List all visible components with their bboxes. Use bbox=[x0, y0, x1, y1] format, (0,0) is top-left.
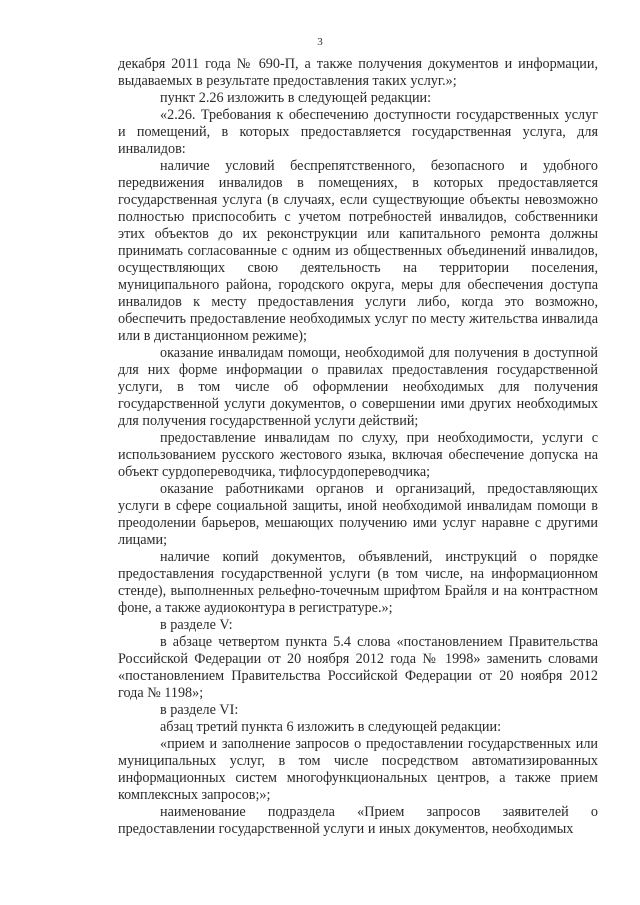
paragraph-2-26-title: «2.26. Требования к обеспечению доступности государственных услуг и помещений, в которых предоставляется государственная услуга, для инвалидов: bbox=[118, 107, 598, 157]
page-number: 3 bbox=[317, 36, 323, 48]
paragraph-unobstructed-movement: наличие условий беспрепятственного, безопасного и удобного передвижения инвалидов в помещениях, в которых предоставляется государственная услуга (в случаях, если существующие объекты невозможно полностью приспособить с учетом потребностей инвалидов, собственники этих объектов до их реконструкции или капитального ремонта должны принимать согласованные с одним из общественных объединений инвалидов, осуществляющих свою деятельность на территории поселения, муниципального района, городского округа, меры для обеспечения доступа инвалидов к месту предоставления услуги либо, когда это возможно, обеспечить предоставление необходимых услуг по месту жительства инвалида или в дистанционном режиме); bbox=[118, 158, 598, 344]
paragraph-requests-reception: «прием и заполнение запросов о предоставлении государственных или муниципальных услуг, в том числе посредством автоматизированных информационных систем многофункциональных центров, а также прием комплексных запросов;»; bbox=[118, 736, 598, 803]
paragraph-clause-5-4: в абзаце четвертом пункта 5.4 слова «постановлением Правительства Российской Федерации от 20 ноября 2012 года № 1998» заменить словами «постановлением Правительства Российской Федерации от 20 ноября 2012 года № 1198»; bbox=[118, 634, 598, 701]
paragraph-section-vi: в разделе VI: bbox=[160, 702, 239, 718]
paragraph-assistance-information: оказание инвалидам помощи, необходимой для получения в доступной для них форме информации о правилах предоставления государственной услуги, в том числе об оформлении необходимых для получения государственной услуги документов, о совершении ими других необходимых для получения государственной услуги действий; bbox=[118, 345, 598, 429]
paragraph-clause-6-instruction: абзац третий пункта 6 изложить в следующей редакции: bbox=[160, 719, 502, 735]
paragraph-sign-language: предоставление инвалидам по слуху, при необходимости, услуги с использованием русского жестового языка, включая обеспечение допуска на объект сурдопереводчика, тифлосурдопереводчика; bbox=[118, 430, 598, 480]
paragraph-subsection-name: наименование подраздела «Прием запросов заявителей о предоставлении государственной услуги и иных документов, необходимых bbox=[118, 804, 598, 837]
paragraph-continuation: декабря 2011 года № 690-П, а также получения документов и информации, выдаваемых в результате предоставления таких услуг.»; bbox=[118, 56, 598, 89]
paragraph-staff-assistance: оказание работниками органов и организаций, предоставляющих услуги в сфере социальной защиты, иной необходимой инвалидам помощи в преодолении барьеров, мешающих получению ими услуг наравне с другими лицами; bbox=[118, 481, 598, 548]
paragraph-item-2-26-instruction: пункт 2.26 изложить в следующей редакции: bbox=[160, 90, 432, 106]
paragraph-braille-copies: наличие копий документов, объявлений, инструкций о порядке предоставления государственной услуги (в том числе, на информационном стенде), выполненных рельефно-точечным шрифтом Брайля и на контрастном фоне, а также аудиоконтура в регистратуре.»; bbox=[118, 549, 598, 616]
document-body bbox=[118, 56, 598, 838]
paragraph-section-v: в разделе V: bbox=[160, 617, 233, 633]
